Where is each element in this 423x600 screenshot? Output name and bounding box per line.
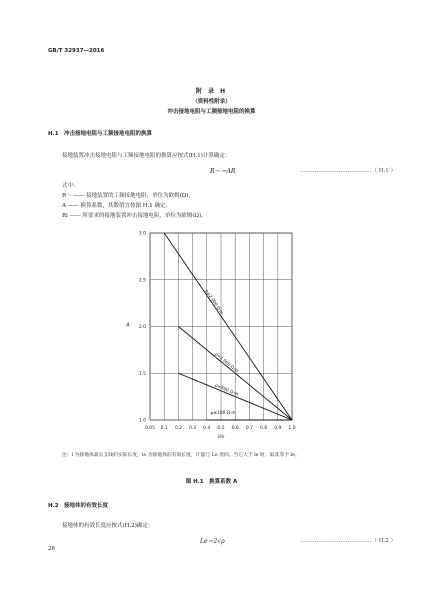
- x-tick-label: 0.1: [160, 426, 168, 431]
- y-tick-label: 1.0: [138, 418, 146, 424]
- x-tick-label: 0.2: [174, 426, 182, 431]
- where-label: 式中：: [62, 183, 79, 189]
- x-tick-label: 0.7: [245, 426, 253, 431]
- appendix-title: 附 录 H: [195, 88, 228, 95]
- section-h1-heading: H.1 冲击接地电阻与工频接地电阻的换算: [48, 131, 153, 137]
- definition-a: A —— 换算系数，其数值宜按图 H.1 确定；: [62, 203, 172, 209]
- section-h2-paragraph: 接地体的有效长度应按式(H.2)确定：: [62, 523, 154, 529]
- x-tick-label: 1.0: [288, 426, 296, 431]
- formula-h1: R～＝AR: [210, 168, 236, 175]
- formula-h2: Le＝2√ρ: [200, 538, 225, 545]
- page-number: 26: [48, 546, 55, 552]
- series-label: ρ≥2 000 Ω·m: [203, 289, 224, 316]
- y-tick-label: 2.0: [138, 325, 146, 331]
- section-h1-paragraph: 接地装置冲击接地电阻与工频接地电阻的换算应按式(H.1)计算确定：: [62, 153, 231, 159]
- standard-code: GB/T 32937—2016: [48, 48, 105, 54]
- series-label: ρ=1 000 Ω·m: [213, 352, 239, 375]
- formula-h1-number: …………………………………（ H.1 ）: [300, 168, 397, 174]
- figure-caption: 图 H.1 换算系数 A: [185, 479, 238, 485]
- x-tick-label: 0.5: [217, 426, 225, 431]
- y-tick-label: 1.5: [138, 371, 146, 377]
- figure-note: 注：l 为接地体最长支线的实际长度，le 为接地体的有效长度，计量与 Le 类同。当它大于 le 时，取其等于 le。: [62, 453, 300, 458]
- section-h2-heading: H.2 接地体的有效长度: [48, 503, 109, 509]
- series-label: ρ≤100 Ω·m: [210, 411, 236, 416]
- formula-h2-number: …………………………………（ H.2 ）: [300, 538, 397, 544]
- x-tick-label: 0.9: [274, 426, 282, 431]
- y-tick-label: 2.5: [138, 278, 146, 284]
- appendix-subtitle: 冲击接地电阻与工频接地电阻的换算: [167, 109, 256, 115]
- series-label: ρ=500 Ω·m: [213, 383, 239, 398]
- y-axis-label: A: [126, 322, 130, 329]
- y-tick-label: 3.0: [138, 231, 146, 237]
- x-tick-label: 0.6: [231, 426, 239, 431]
- x-tick-label: 0.4: [203, 426, 211, 431]
- x-tick-label: 0.3: [189, 426, 197, 431]
- definition-r: R～ —— 接地装置的工频接地电阻，单位为欧姆(Ω)；: [62, 193, 194, 199]
- x-tick-label: 0.8: [260, 426, 268, 431]
- x-axis-label: l/le: [217, 435, 225, 440]
- x-tick-label: 0.05: [144, 426, 156, 431]
- appendix-kind: （资料性附录）: [192, 99, 231, 105]
- definition-ri: Ri —— 所要求的接地装置冲击接地电阻，单位为欧姆(Ω)。: [62, 213, 207, 219]
